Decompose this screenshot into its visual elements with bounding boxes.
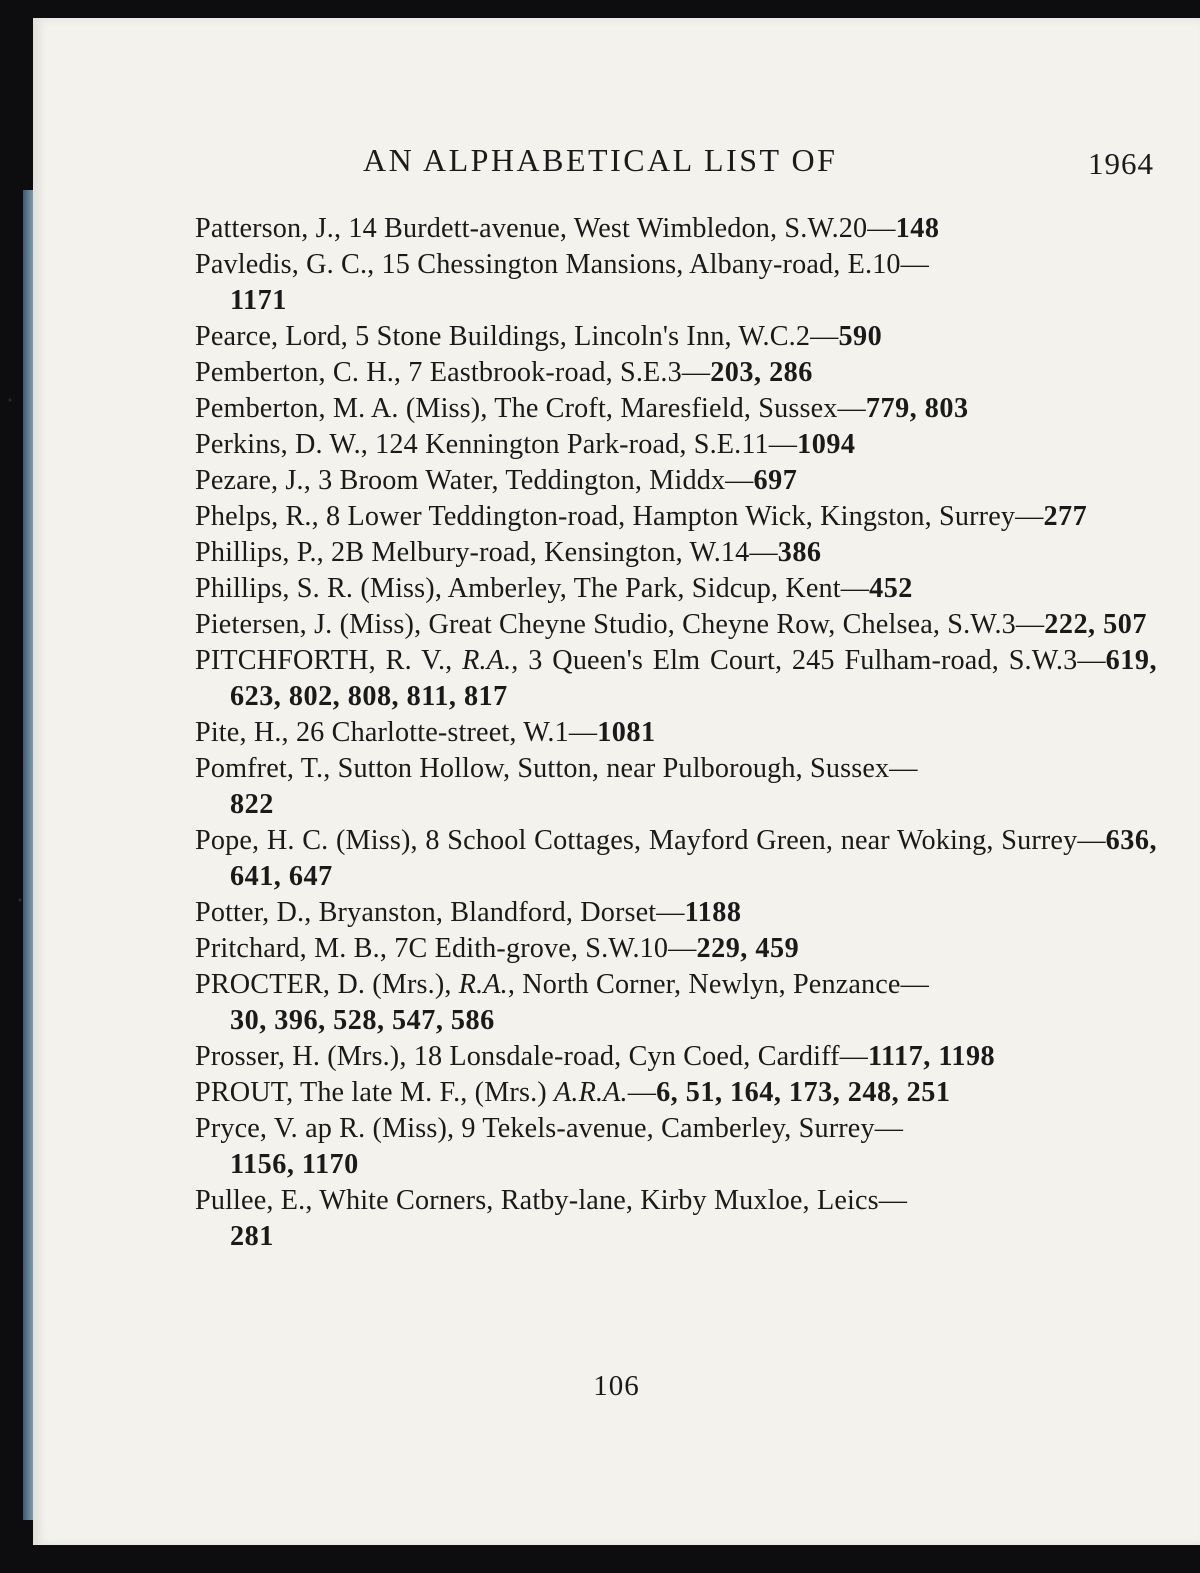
page-number: 106 (593, 1370, 640, 1402)
list-entry (195, 967, 1157, 1039)
entry-text: Prosser, H. (Mrs.), 18 Lonsdale-road, Cyn Coed, Cardiff— (195, 1041, 868, 1072)
entry-numbers: 697 (753, 465, 798, 496)
entry-text: Phelps, R., 8 Lower Teddington-road, Hampton Wick, Kingston, Surrey— (195, 501, 1044, 532)
entry-numbers: 452 (869, 573, 913, 604)
list-entry (195, 751, 1157, 823)
list-entry (195, 931, 1157, 967)
entry-text: Pavledis, G. C., 15 Chessington Mansions, Albany-road, E.10— (195, 249, 930, 280)
entry-address: , 3 Queen's Elm Court, 245 Fulham-road, S.W.3— (511, 645, 1106, 676)
entry-text: Potter, D., Bryanston, Blandford, Dorset— (195, 897, 685, 928)
entry-numbers: 1081 (597, 717, 656, 748)
entry-distinction: R.A. (462, 645, 512, 676)
entry-numbers: 30, 396, 528, 547, 586 (230, 1005, 495, 1036)
entry-text: Pemberton, M. A. (Miss), The Croft, Maresfield, Sussex— (195, 393, 866, 424)
entry-text: Phillips, P., 2B Melbury-road, Kensington, W.14— (195, 537, 778, 568)
header-title: AN ALPHABETICAL LIST OF (363, 142, 838, 178)
list-entry (195, 607, 1157, 643)
list-entry (195, 247, 1157, 319)
entry-numbers: 590 (838, 321, 883, 352)
header-year: 1964 (1088, 146, 1154, 181)
list-entry (195, 571, 1157, 607)
entry-text: Pezare, J., 3 Broom Water, Teddington, Middx— (195, 465, 754, 496)
entry-text: PROUT, The late M. F., (Mrs.) (195, 1077, 555, 1108)
entry-text: Perkins, D. W., 124 Kennington Park-road, S.E.11— (195, 429, 798, 460)
list-entry (195, 427, 1157, 463)
entry-text: Pryce, V. ap R. (Miss), 9 Tekels-avenue, Camberley, Surrey— (195, 1113, 904, 1144)
entry-numbers: 386 (777, 537, 822, 568)
entry-numbers: 779, 803 (865, 393, 969, 424)
list-entry (195, 1039, 1157, 1075)
entry-numbers: 636, 641, 647 (230, 825, 1157, 892)
list-entry (195, 463, 1157, 499)
entry-text: Pullee, E., White Corners, Ratby-lane, Kirby Muxloe, Leics— (195, 1185, 908, 1216)
entry-address: — (627, 1077, 657, 1108)
entry-text: Pearce, Lord, 5 Stone Buildings, Lincoln's Inn, W.C.2— (195, 321, 839, 352)
entry-numbers: 229, 459 (696, 933, 800, 964)
entry-numbers: 1188 (684, 897, 742, 928)
list-entry (195, 1111, 1157, 1183)
entry-numbers: 203, 286 (710, 357, 813, 388)
entry-text: PITCHFORTH, R. V., (195, 645, 463, 676)
list-entry (195, 643, 1157, 715)
list-entry (195, 211, 1157, 247)
entry-text: Pietersen, J. (Miss), Great Cheyne Studio, Cheyne Row, Chelsea, S.W.3— (195, 609, 1045, 640)
list-entry (195, 391, 1157, 427)
entry-text: Patterson, J., 14 Burdett-avenue, West Wimbledon, S.W.20— (195, 213, 896, 244)
entry-text: Phillips, S. R. (Miss), Amberley, The Park, Sidcup, Kent— (195, 573, 870, 604)
list-entry (195, 895, 1157, 931)
list-entry (195, 1183, 1157, 1255)
list-entry (195, 499, 1157, 535)
entry-text: Pomfret, T., Sutton Hollow, Sutton, near Pulborough, Sussex— (195, 753, 918, 784)
exhibitor-list (195, 211, 1157, 1255)
list-entry (195, 1075, 1157, 1111)
entry-text: Pemberton, C. H., 7 Eastbrook-road, S.E.3— (195, 357, 711, 388)
list-entry (195, 535, 1157, 571)
running-header (33, 142, 1200, 186)
entry-numbers: 277 (1043, 501, 1088, 532)
entry-distinction: A.R.A. (554, 1077, 628, 1108)
entry-numbers: 222, 507 (1044, 609, 1147, 640)
entry-numbers: 619, 623, 802, 808, 811, 817 (230, 645, 1157, 712)
entry-numbers: 281 (230, 1221, 274, 1252)
entry-address: , North Corner, Newlyn, Penzance— (507, 969, 929, 1000)
book-page (33, 18, 1200, 1545)
entry-text: Pite, H., 26 Charlotte-street, W.1— (195, 717, 598, 748)
list-entry (195, 715, 1157, 751)
entry-text: Pope, H. C. (Miss), 8 School Cottages, Mayford Green, near Woking, Surrey— (195, 825, 1106, 856)
list-entry (195, 823, 1157, 895)
entry-numbers: 1171 (230, 285, 287, 316)
entry-numbers: 6, 51, 164, 173, 248, 251 (656, 1077, 951, 1108)
list-entry (195, 355, 1157, 391)
entry-distinction: R.A. (458, 969, 508, 1000)
entry-numbers: 1094 (797, 429, 856, 460)
entry-text: Pritchard, M. B., 7C Edith-grove, S.W.10— (195, 933, 697, 964)
list-entry (195, 319, 1157, 355)
entry-numbers: 822 (230, 789, 274, 820)
entry-text: PROCTER, D. (Mrs.), (195, 969, 459, 1000)
entry-numbers: 1156, 1170 (230, 1149, 359, 1180)
entry-numbers: 148 (895, 213, 940, 244)
entry-numbers: 1117, 1198 (867, 1041, 996, 1072)
